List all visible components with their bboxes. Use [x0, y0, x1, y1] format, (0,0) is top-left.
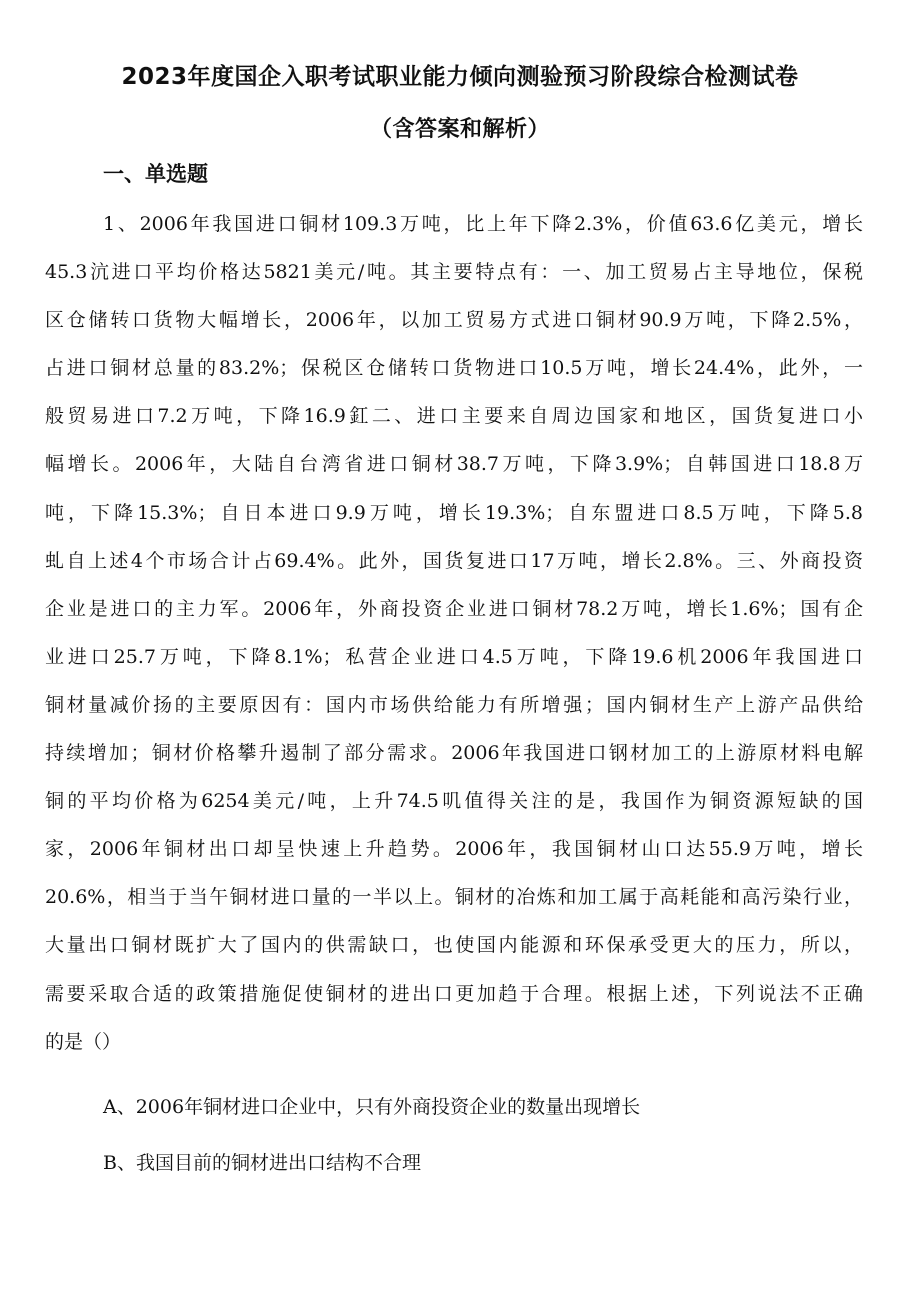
question-line: 业进口25.7万吨，下降8.1%；私营企业进口4.5万吨，下降19.6机2006年我国进口	[45, 645, 863, 668]
question-line: 需要采取合适的政策措施促使铜材的进出口更加趋于合理。根据上述，下列说法不正确	[45, 982, 863, 1005]
question-line: 的是（）	[45, 1030, 122, 1053]
question-line: 吨，下降15.3%；自日本进口9.9万吨，增长19.3%；自东盟进口8.5万吨，下降5.8	[45, 501, 863, 524]
question-line: 1、2006年我国进口铜材109.3万吨，比上年下降2.3%，价值63.6亿美元，增长	[103, 213, 863, 235]
question-text	[45, 204, 863, 1070]
document-subtitle: （含答案和解析）	[369, 117, 550, 142]
question-line: 区仓储转口货物大幅增长，2006年，以加工贸易方式进口铜材90.9万吨，下降2.5%，	[45, 309, 863, 332]
question-line: 幅增长。2006年，大陆自台湾省进口铜材38.7万吨，下降3.9%；自韩国进口18.8万	[45, 453, 863, 476]
section-heading: 一、单选题	[103, 162, 208, 186]
option-b: B、我国目前的铜材进出口结构不合理	[103, 1152, 421, 1174]
answer-options	[103, 1087, 863, 1199]
document-title: 2023年度国企入职考试职业能力倾向测验预习阶段综合检测试卷	[121, 64, 799, 90]
question-line: 20.6%，相当于当午铜材进口量的一半以上。铜材的冶炼和加工属于高耗能和高污染行业，	[45, 886, 863, 909]
question-line: 铜的平均价格为6254美元/吨，上升74.5叽值得关注的是，我国作为铜资源短缺的国	[45, 790, 863, 813]
question-line: 铜材量减价扬的主要原因有：国内市场供给能力有所增强；国内铜材生产上游产品供给	[45, 693, 863, 716]
question-line: 45.3沆进口平均价格达5821美元/吨。其主要特点有：一、加工贸易占主导地位，保税	[45, 261, 863, 284]
question-line: 大量出口铜材既扩大了国内的供需缺口，也使国内能源和环保承受更大的压力，所以，	[45, 934, 863, 957]
question-line: 般贸易进口7.2万吨，下降16.9釭二、进口主要来自周边国家和地区，国货复进口小	[45, 405, 863, 428]
option-a: A、2006年铜材进口企业中，只有外商投资企业的数量出现增长	[103, 1096, 641, 1118]
question-line: 持续增加；铜材价格攀升遏制了部分需求。2006年我国进口钢材加工的上游原材料电解	[45, 742, 863, 765]
question-line: 虬自上述4个市场合计占69.4%。此外，国货复进口17万吨，增长2.8%。三、外商投资	[45, 549, 863, 572]
question-line: 企业是进口的主力军。2006年，外商投资企业进口铜材78.2万吨，增长1.6%；国有企	[45, 597, 863, 620]
question-line: 占进口铜材总量的83.2%；保税区仓储转口货物进口10.5万吨，增长24.4%，此外，一	[45, 357, 863, 380]
question-line: 家，2006年铜材出口却呈快速上升趋势。2006年，我国铜材山口达55.9万吨，增长	[45, 838, 863, 861]
